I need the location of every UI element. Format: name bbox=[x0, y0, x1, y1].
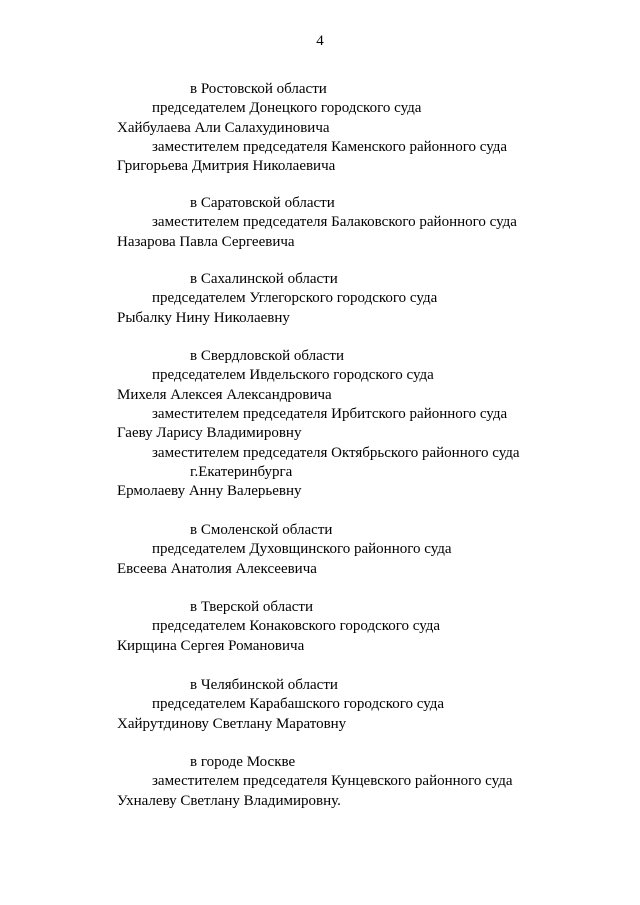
position-title: председателем Ивдельского городского суда bbox=[152, 367, 434, 383]
region-heading: в Сахалинской области bbox=[190, 271, 338, 287]
region-heading: в Челябинской области bbox=[190, 677, 338, 693]
region-heading: в Саратовской области bbox=[190, 195, 335, 211]
person-name: Хайрутдинову Светлану Маратовну bbox=[117, 716, 347, 732]
person-name: Хайбулаева Али Салахудиновича bbox=[117, 120, 330, 136]
region-heading: в городе Москве bbox=[190, 754, 296, 770]
person-name: Ухналеву Светлану Владимировну. bbox=[117, 793, 341, 809]
person-name: Кирщина Сергея Романовича bbox=[117, 638, 305, 654]
person-name: Григорьева Дмитрия Николаевича bbox=[117, 158, 336, 174]
region-heading: в Тверской области bbox=[190, 599, 314, 615]
region-heading: в Свердловской области bbox=[190, 348, 345, 364]
position-title-continuation: г.Екатеринбурга bbox=[190, 464, 293, 480]
position-title: заместителем председателя Октябрьского районного суда bbox=[152, 445, 520, 461]
region-heading: в Смоленской области bbox=[190, 522, 333, 538]
person-name: Гаеву Ларису Владимировну bbox=[117, 425, 302, 441]
position-title: председателем Углегорского городского суда bbox=[152, 290, 438, 306]
person-name: Михеля Алексея Александровича bbox=[117, 387, 332, 403]
person-name: Евсеева Анатолия Алексеевича bbox=[117, 561, 317, 577]
position-title: заместителем председателя Кунцевского районного суда bbox=[152, 773, 513, 789]
position-title: заместителем председателя Балаковского районного суда bbox=[152, 214, 517, 230]
position-title: председателем Донецкого городского суда bbox=[152, 100, 422, 116]
region-heading: в Ростовской области bbox=[190, 81, 327, 97]
position-title: заместителем председателя Каменского районного суда bbox=[152, 139, 508, 155]
page-number: 4 bbox=[316, 33, 324, 49]
person-name: Назарова Павла Сергеевича bbox=[117, 234, 295, 250]
person-name: Рыбалку Нину Николаевну bbox=[117, 310, 290, 326]
position-title: заместителем председателя Ирбитского районного суда bbox=[152, 406, 508, 422]
position-title: председателем Карабашского городского суда bbox=[152, 696, 445, 712]
person-name: Ермолаеву Анну Валерьевну bbox=[117, 483, 302, 499]
position-title: председателем Духовщинского районного суда bbox=[152, 541, 452, 557]
position-title: председателем Конаковского городского суда bbox=[152, 618, 441, 634]
